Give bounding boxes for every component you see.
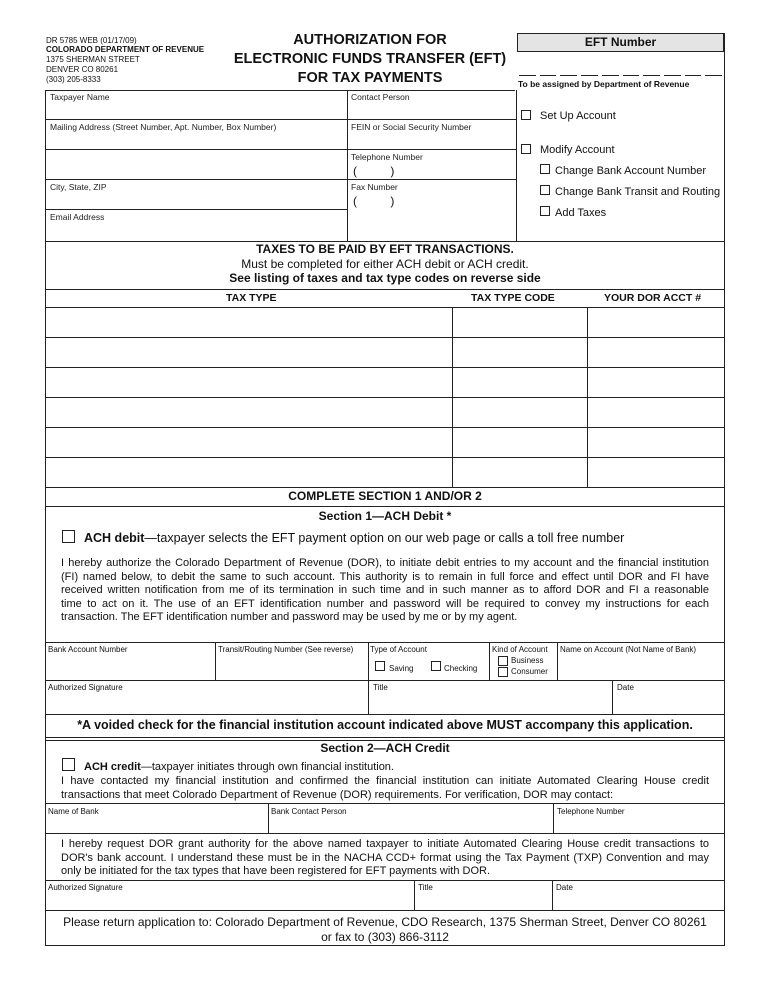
change-transit-label: Change Bank Transit and Routing: [555, 186, 721, 198]
saving-label: Saving: [389, 664, 414, 673]
ach-credit-bold: ACH credit: [84, 761, 141, 773]
telephone-area-code: ( ): [353, 164, 395, 178]
section2-signature-field[interactable]: Authorized Signature: [48, 883, 123, 892]
row-rule: [45, 714, 725, 715]
bank-column-rule: [368, 642, 369, 680]
bank-telephone-field[interactable]: Telephone Number: [557, 807, 625, 816]
agency-street: 1375 SHERMAN STREET: [46, 55, 140, 64]
form-title-line2: ELECTRONIC FUNDS TRANSFER (EFT): [233, 51, 507, 67]
top-rule: [45, 90, 515, 91]
row-rule: [45, 737, 725, 738]
form-title: [200, 31, 540, 88]
consumer-label: Consumer: [511, 667, 548, 676]
debit-para-line: time to act on it. The use of an EFT identification number and password will be required to convey my instructions for each: [61, 597, 709, 610]
row-rule: [45, 487, 725, 488]
credit-request-line: DOR's bank account. I understand these must be in the NACHA CCD+ format using the Tax Payment (TXP) Convention and may: [61, 851, 709, 864]
add-taxes-checkbox[interactable]: [540, 206, 550, 216]
debit-para-line: transaction. The EFT identification number and password may be used by me or by my agent.: [61, 611, 518, 624]
signature-column-rule: [368, 680, 369, 714]
row-rule: [45, 642, 725, 643]
ach-debit-label: [84, 531, 624, 545]
bank-name-field[interactable]: Name of Bank: [48, 807, 99, 816]
tax-type-code-header: TAX TYPE CODE: [471, 292, 555, 304]
mailing-address-field[interactable]: Mailing Address (Street Number, Apt. Number, Box Number): [50, 122, 277, 132]
form-title-line1: AUTHORIZATION FOR: [293, 32, 447, 48]
return-fax-line: or fax to (303) 866-3112: [321, 930, 449, 944]
setup-account-label: Set Up Account: [540, 110, 616, 122]
debit-para-line: received written notification from me of its termination in such time and in such manner as to afford DOR and FI a reasonable: [61, 584, 709, 597]
credit-verification-text: [61, 775, 709, 802]
business-label: Business: [511, 656, 544, 665]
taxpayer-name-field[interactable]: Taxpayer Name: [50, 92, 110, 102]
ach-credit-checkbox[interactable]: [62, 758, 75, 771]
bank-column-rule: [557, 642, 558, 680]
name-on-account-field[interactable]: Name on Account (Not Name of Bank): [560, 645, 697, 654]
eft-number-label: EFT Number: [584, 35, 657, 49]
modify-account-label: Modify Account: [540, 144, 615, 156]
fax-number-field[interactable]: Fax Number: [351, 182, 398, 192]
setup-account-checkbox[interactable]: [521, 110, 531, 120]
section2-title-field[interactable]: Title: [418, 883, 433, 892]
debit-authorization-text: [61, 557, 709, 625]
change-bank-account-checkbox[interactable]: [540, 164, 550, 174]
eft-number-header: [517, 33, 724, 52]
city-state-zip-field[interactable]: City, State, ZIP: [50, 182, 107, 192]
kind-of-account-label: Kind of Account: [492, 645, 548, 654]
debit-para-line: (FI) named below, to debit the same to such account. This authority is to remain in full force and effect until DOR and FI have: [61, 570, 709, 583]
section1-title: Section 1—ACH Debit *: [318, 509, 452, 523]
taxpayer-mid-rule: [347, 90, 348, 241]
form-border-bottom: [45, 945, 725, 946]
section1-date-field[interactable]: Date: [617, 683, 634, 692]
saving-checkbox[interactable]: [375, 661, 385, 671]
tax-type-header: TAX TYPE: [226, 292, 277, 304]
return-address-line: Please return application to: Colorado Department of Revenue, CDO Research, 1375 Sherman Street, Denver CO 80261: [63, 915, 707, 929]
row-rule: [45, 910, 725, 911]
modify-account-checkbox[interactable]: [521, 144, 531, 154]
checking-checkbox[interactable]: [431, 661, 441, 671]
taxes-reference: See listing of taxes and tax type codes on reverse side: [229, 271, 541, 285]
taxes-heading-block: [45, 242, 725, 286]
row-rule: [45, 179, 516, 180]
voided-check-notice: *A voided check for the financial institution account indicated above MUST accompany this application.: [77, 718, 693, 732]
row-rule: [45, 149, 516, 150]
bank-column-rule: [489, 642, 490, 680]
row-rule: [45, 803, 725, 804]
agency-city: DENVER CO 80261: [46, 65, 119, 74]
row-rule: [45, 680, 725, 681]
dor-account-header: YOUR DOR ACCT #: [604, 292, 702, 304]
dor-account-inputs[interactable]: [588, 308, 724, 487]
tax-type-inputs[interactable]: [46, 308, 451, 487]
ach-debit-description: —taxpayer selects the EFT payment option on our web page or calls a toll free number: [144, 531, 625, 545]
bank-contact-field[interactable]: Bank Contact Person: [271, 807, 347, 816]
routing-number-field[interactable]: Transit/Routing Number (See reverse): [218, 645, 354, 654]
account-type-label: Type of Account: [370, 645, 427, 654]
bank-contact-column-rule: [268, 803, 269, 833]
section1-signature-field[interactable]: Authorized Signature: [48, 683, 123, 692]
consumer-checkbox[interactable]: [498, 667, 508, 677]
change-transit-checkbox[interactable]: [540, 185, 550, 195]
checking-label: Checking: [444, 664, 478, 673]
bank-account-number-field[interactable]: Bank Account Number: [48, 645, 128, 654]
row-rule: [45, 119, 516, 120]
row-rule: [45, 209, 348, 210]
credit-request-line: only be initiated for the tax types that have been registered for EFT payments with DOR.: [61, 865, 491, 878]
credit-para-line: transactions that meet Colorado Department of Revenue (DOR) requirements. For verification, DOR may contact:: [61, 788, 614, 801]
eft-number-note: To be assigned by Department of Revenue: [518, 79, 690, 89]
taxes-subheading: Must be completed for either ACH debit or ACH credit.: [241, 256, 529, 271]
ach-credit-description: —taxpayer initiates through own financial institution.: [140, 761, 394, 773]
agency-phone: (303) 205-8333: [46, 75, 101, 84]
debit-para-line: I hereby authorize the Colorado Department of Revenue (DOR), to initiate debit entries to my account and the financial institution: [61, 557, 709, 569]
ach-credit-label: [84, 761, 394, 773]
credit-para-line: I have contacted my financial institution and confirmed the financial institution can initiate Automated Clearing House credit: [61, 775, 709, 787]
fax-area-code: ( ): [353, 194, 395, 208]
credit-request-line: I hereby request DOR grant authority for the above named taxpayer to initiate Automated Clearing House credit transactions to: [61, 838, 709, 850]
bank-contact-column-rule: [553, 803, 554, 833]
tax-code-inputs[interactable]: [453, 308, 586, 487]
signature-column-rule: [612, 680, 613, 714]
signature-column-rule: [552, 880, 553, 910]
eft-number-field[interactable]: [517, 52, 724, 76]
section2-date-field[interactable]: Date: [556, 883, 573, 892]
department-name: COLORADO DEPARTMENT OF REVENUE: [46, 45, 205, 54]
row-rule: [45, 833, 725, 834]
row-rule: [45, 880, 725, 881]
fein-ssn-field[interactable]: FEIN or Social Security Number: [351, 122, 472, 132]
form-title-line3: FOR TAX PAYMENTS: [297, 70, 443, 86]
contact-person-field[interactable]: Contact Person: [351, 92, 410, 102]
form-id: DR 5785 WEB (01/17/09): [46, 36, 137, 45]
ach-debit-bold: ACH debit: [84, 531, 145, 545]
signature-column-rule: [414, 880, 415, 910]
section2-title: Section 2—ACH Credit: [320, 741, 450, 755]
row-rule: [45, 506, 725, 507]
row-rule: [45, 289, 725, 290]
email-address-field[interactable]: Email Address: [50, 212, 105, 222]
return-instructions: [45, 915, 725, 945]
ach-debit-checkbox[interactable]: [62, 530, 75, 543]
section1-title-field[interactable]: Title: [373, 683, 388, 692]
options-divider: [516, 90, 517, 241]
credit-request-text: [61, 838, 709, 879]
business-checkbox[interactable]: [498, 656, 508, 666]
taxes-heading: TAXES TO BE PAID BY EFT TRANSACTIONS.: [256, 242, 514, 256]
add-taxes-label: Add Taxes: [555, 207, 607, 219]
change-bank-account-label: Change Bank Account Number: [555, 165, 707, 177]
bank-column-rule: [215, 642, 216, 680]
complete-sections-heading: COMPLETE SECTION 1 AND/OR 2: [288, 489, 482, 503]
telephone-field[interactable]: Telephone Number: [351, 152, 423, 162]
